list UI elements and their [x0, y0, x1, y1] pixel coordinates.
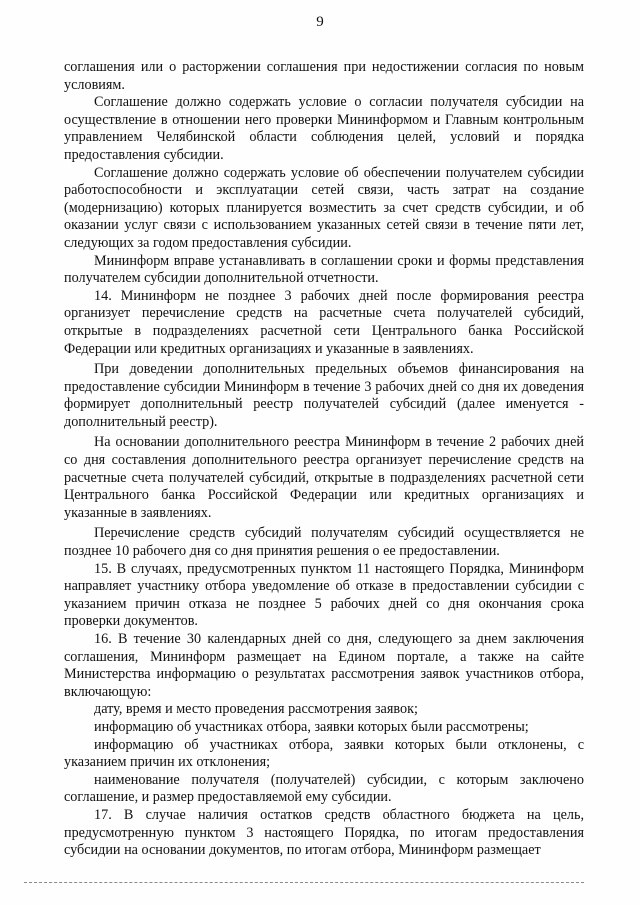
paragraph-additional-registry: При доведении дополнительных предельных объемов финансирования на предоставление субсидии Мининформ в течение 3 рабочих дней со дня их доведения формирует дополнительный реестр получателей субсидий (далее именуется - дополнительный реестр).	[64, 361, 584, 430]
paragraph-clause-15: 15. В случаях, предусмотренных пунктом 11 настоящего Порядка, Мининформ направляет участнику отбора уведомление об отказе в предоставлении субсидии с указанием причин отказа не позднее 5 рабочих дней со дня окончания срока проверки документов.	[64, 560, 584, 630]
list-item-review-date: дату, время и место проведения рассмотрения заявок;	[94, 701, 418, 718]
paragraph-clause-14: 14. Мининформ не позднее 3 рабочих дней после формирования реестра организует перечисление средств на расчетные счета получателей субсидий, открытые в подразделениях расчетной сети Центрального банка Российской Федерации или кредитных организациях и указанные в заявлениях.	[64, 287, 584, 357]
paragraph-additional-reporting: Мининформ вправе устанавливать в соглашении сроки и формы представления получателем субсидии дополнительной отчетности.	[64, 252, 584, 287]
paragraph-additional-registry-transfer: На основании дополнительного реестра Мининформ в течение 2 рабочих дней со дня составления дополнительного реестра организует перечисление средств на расчетные счета получателей субсидий, открытые в подразделениях расчетной сети Центрального банка Российской Федерации или кредитных организациях и указанные в заявлениях.	[64, 434, 584, 521]
list-item-reviewed-participants: информацию об участниках отбора, заявки которых были рассмотрены;	[94, 718, 529, 735]
list-item-rejected-participants: информацию об участниках отбора, заявки которых были отклонены, с указанием причин их отклонения;	[64, 736, 584, 771]
paragraph-clause-17: 17. В случае наличия остатков средств областного бюджета на цель, предусмотренную пунктом 3 настоящего Порядка, по итогам предоставления субсидии на основании документов, по итогам отбора, Мининформ размещает	[64, 806, 584, 859]
page-number: 9	[316, 14, 324, 30]
paragraph-transfer-deadline: Перечисление средств субсидий получателям субсидий осуществляется не позднее 10 рабочего дня со дня принятия решения о ее предоставлении.	[64, 525, 584, 560]
paragraph-verification-condition: Соглашение должно содержать условие о согласии получателя субсидии на осуществление в отношении него проверки Мининформом и Главным контрольным управлением Челябинской области соблюдения целей, условий и порядка предоставления субсидии.	[64, 94, 584, 163]
list-item-recipient-name: наименование получателя (получателей) субсидии, с которым заключено соглашение, и размер предоставляемой ему субсидии.	[64, 771, 584, 806]
document-body	[64, 59, 584, 860]
scan-bottom-edge-divider	[24, 882, 584, 883]
paragraph-network-operation-condition: Соглашение должно содержать условие об обеспечении получателем субсидии работоспособности и эксплуатации сетей связи, часть затрат на создание (модернизацию) которых планируется возместить за счет средств субсидии, и об оказании услуг связи с использованием указанных сетей связи в течение пяти лет, следующих за годом предоставления субсидии.	[64, 164, 584, 251]
paragraph-clause-16: 16. В течение 30 календарных дней со дня, следующего за днем заключения соглашения, Мининформ размещает на Едином портале, а также на сайте Министерства информацию о результатах рассмотрения заявок участников отбора, включающую:	[64, 631, 584, 700]
paragraph-continuation: соглашения или о расторжении соглашения при недостижении согласия по новым условиям.	[64, 59, 584, 93]
